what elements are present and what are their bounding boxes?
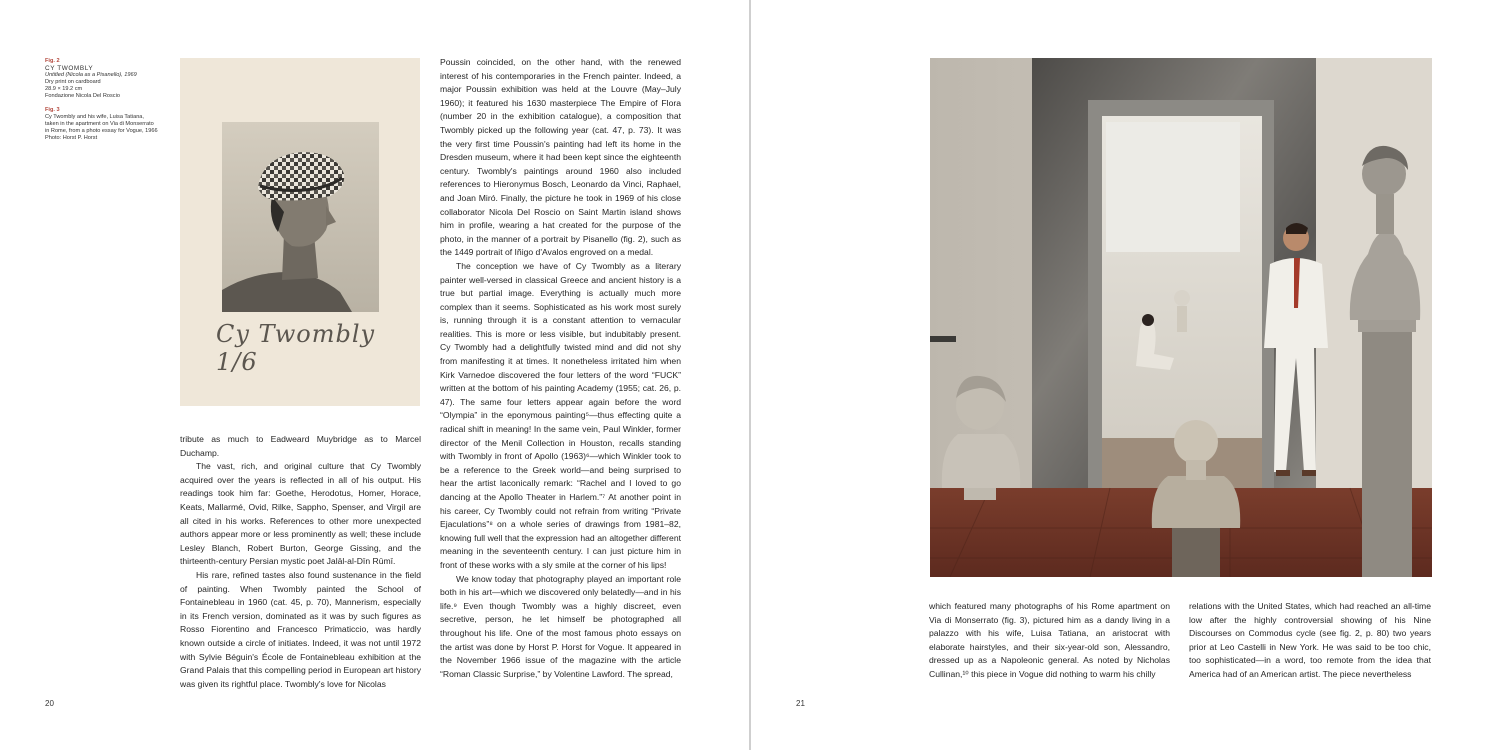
fig2-owner: Fondazione Nicola Del Roscio — [45, 93, 120, 99]
fig3-line3: in Rome, from a photo essay for Vogue, 1966 — [45, 128, 158, 134]
artwork-figure — [180, 58, 420, 406]
paragraph: The conception we have of Cy Twombly as a literary painter well-versed in classical Greece and ancient history is a true but partial image. Everything is actually much more complex than it seems. Sophisticated as his work most surely is, running through it is a constant attention to vernacular realities. This is more or less visible, but indubitably present. Cy Twombly had a delightfully twisted mind and did not shy from manifesting it at times. It nonetheless irritated him when Kirk Varnedoe discovered the four letters of the word “FUCK” written at the bottom of his painting Academy (1955; cat. 26, p. 47). The same four letters appear again before the word “Olympia” in the eponymous painting⁵—thus effecting quite a radical shift in meaning! In the same vein, Paul Winkler, former director of the Menil Collection in Houston, recalls standing with Twombly in front of Apollo (1963)⁶—which Winkler took to be a reference to the Greek world—and being surprised to hear the artist laconically remark: “Rachel and I loved to go dancing at the Apollo Theater in Harlem.”⁷ At another point in his career, Cy Twombly could not refrain from writing “Private Ejaculations”⁸ on a whole series of drawings from 1981–82, knowing full well that the expression had an altogether different meaning in the seventeenth century. I can just picture him in front of these works with a sly smile at the corner of his lips! — [440, 260, 681, 570]
right-page — [751, 0, 1500, 750]
fig3-credit: Photo: Horst P. Horst — [45, 135, 98, 141]
interior-photo-illustration — [930, 58, 1432, 577]
fig3-label: Fig. 3 — [45, 107, 60, 113]
page-number: 20 — [45, 699, 54, 708]
paragraph: Poussin coincided, on the other hand, with the renewed interest of his contemporaries in the French painter. Indeed, a major Poussin exhibition was held at the Louvre (May–July 1960); it featured his 1630 masterpiece The Empire of Flora (number 20 in the exhibition catalogue), a composition that Twombly picked up the following year (cat. 47, p. 73). It was the very first time Poussin's painting had left its home in the Dresden museum, where it had been kept since the eighteenth century. Twombly's paintings around 1960 also included references to Hieronymus Bosch, Leonardo da Vinci, Raphael, and Joan Miró. Finally, the picture he took in 1969 of his close collaborator Nicola Del Roscio on Saint Martin island shows him in profile, wearing a hat created for the purpose of the photo, in the manner of a portrait by Pisanello (fig. 2), such as the 1449 portrait of Iñigo d'Avalos engroved on a medal. — [440, 57, 681, 258]
fig2-title: Untitled (Nicola as a Pisanello), 1969 — [45, 72, 137, 78]
paragraph: relations with the United States, which had reached an all-time low after the highly controversial showing of his Nine Discourses on Commodus cycle (see fig. 2, p. 80) two years prior at Leo Castelli in New York. He was said to be too chic, too sophisticated—in a word, too remote from the idea that America had of an American artist. The piece nevertheless — [1189, 601, 1431, 679]
fig2-artist: CY TWOMBLY — [45, 65, 94, 72]
paragraph: His rare, refined tastes also found sustenance in the field of painting. When Twombly painted the School of Fontainebleau in 1960 (cat. 45, p. 70), Mannerism, especially in its French version, dominated as it was by such figures as Rosso Fiorentino and Francesco Primaticcio, was hardly known outside a circle of initiates. Indeed, it was not until 1972 with Sylvie Béguin's École de Fontainebleau exhibition at the Grand Palais that this compelling period in European art history was given its rightful place. Twombly's love for Nicolas — [180, 569, 421, 689]
fig2-medium: Dry print on cardboard — [45, 79, 101, 85]
text-column-2 — [440, 56, 681, 681]
left-page — [0, 0, 749, 750]
paragraph: tribute as much to Eadweard Muybridge as to Marcel Duchamp. — [180, 434, 421, 458]
portrait-illustration — [222, 122, 379, 312]
interior-photo — [930, 58, 1432, 577]
text-column-4 — [1189, 600, 1431, 682]
text-column-3 — [929, 600, 1170, 682]
portrait-photo — [222, 122, 379, 312]
artist-signature: Cy Twombly 1/6 — [216, 320, 376, 376]
fig3-line1: Cy Twombly and his wife, Luisa Tatiana, — [45, 114, 144, 120]
page-number: 21 — [796, 699, 805, 708]
paragraph: We know today that photography played an important role both in his art—which we discovered only belatedly—and in his life.⁹ Even though Twombly was a highly discreet, even secretive, person, he let himself be photographed all throughout his life. One of the most famous photo essays on the artist was done by Horst P. Horst for Vogue. It appeared in the November 1966 issue of the magazine with the article “Roman Classic Surprise,” by Volentine Lawford. The spread, — [440, 573, 681, 679]
paragraph: The vast, rich, and original culture that Cy Twombly acquired over the years is reflected in all of his output. His readings took him far: Goethe, Herodotus, Homer, Horace, Keats, Mallarmé, Ovid, Rilke, Sappho, Spenser, and Virgil are all cited in his works. References to other more unexpected authors appear more or less prominently as well; these include Lesley Blanch, Robert Burton, George Gissing, and the thirteenth-century Persian mystic poet Jalāl-al-Dīn Rūmī. — [180, 461, 421, 567]
paragraph: which featured many photographs of his Rome apartment on Via di Monserrato (fig. 3), pictured him as a dandy living in a palazzo with his wife, Luisa Tatiana, an aristocrat with elaborate hairstyles, and their six-year-old son, Alessandro, dressed up as a Napoleonic general. As noted by Nicholas Cullinan,¹⁰ this piece in Vogue did nothing to warm his chilly — [929, 601, 1170, 679]
text-column-1 — [180, 433, 421, 691]
figure-caption — [45, 58, 173, 142]
fig3-line2: taken in the apartment on Via di Monserrato — [45, 121, 154, 127]
fig2-size: 28.9 × 19.2 cm — [45, 86, 83, 92]
fig2-label: Fig. 2 — [45, 58, 60, 64]
